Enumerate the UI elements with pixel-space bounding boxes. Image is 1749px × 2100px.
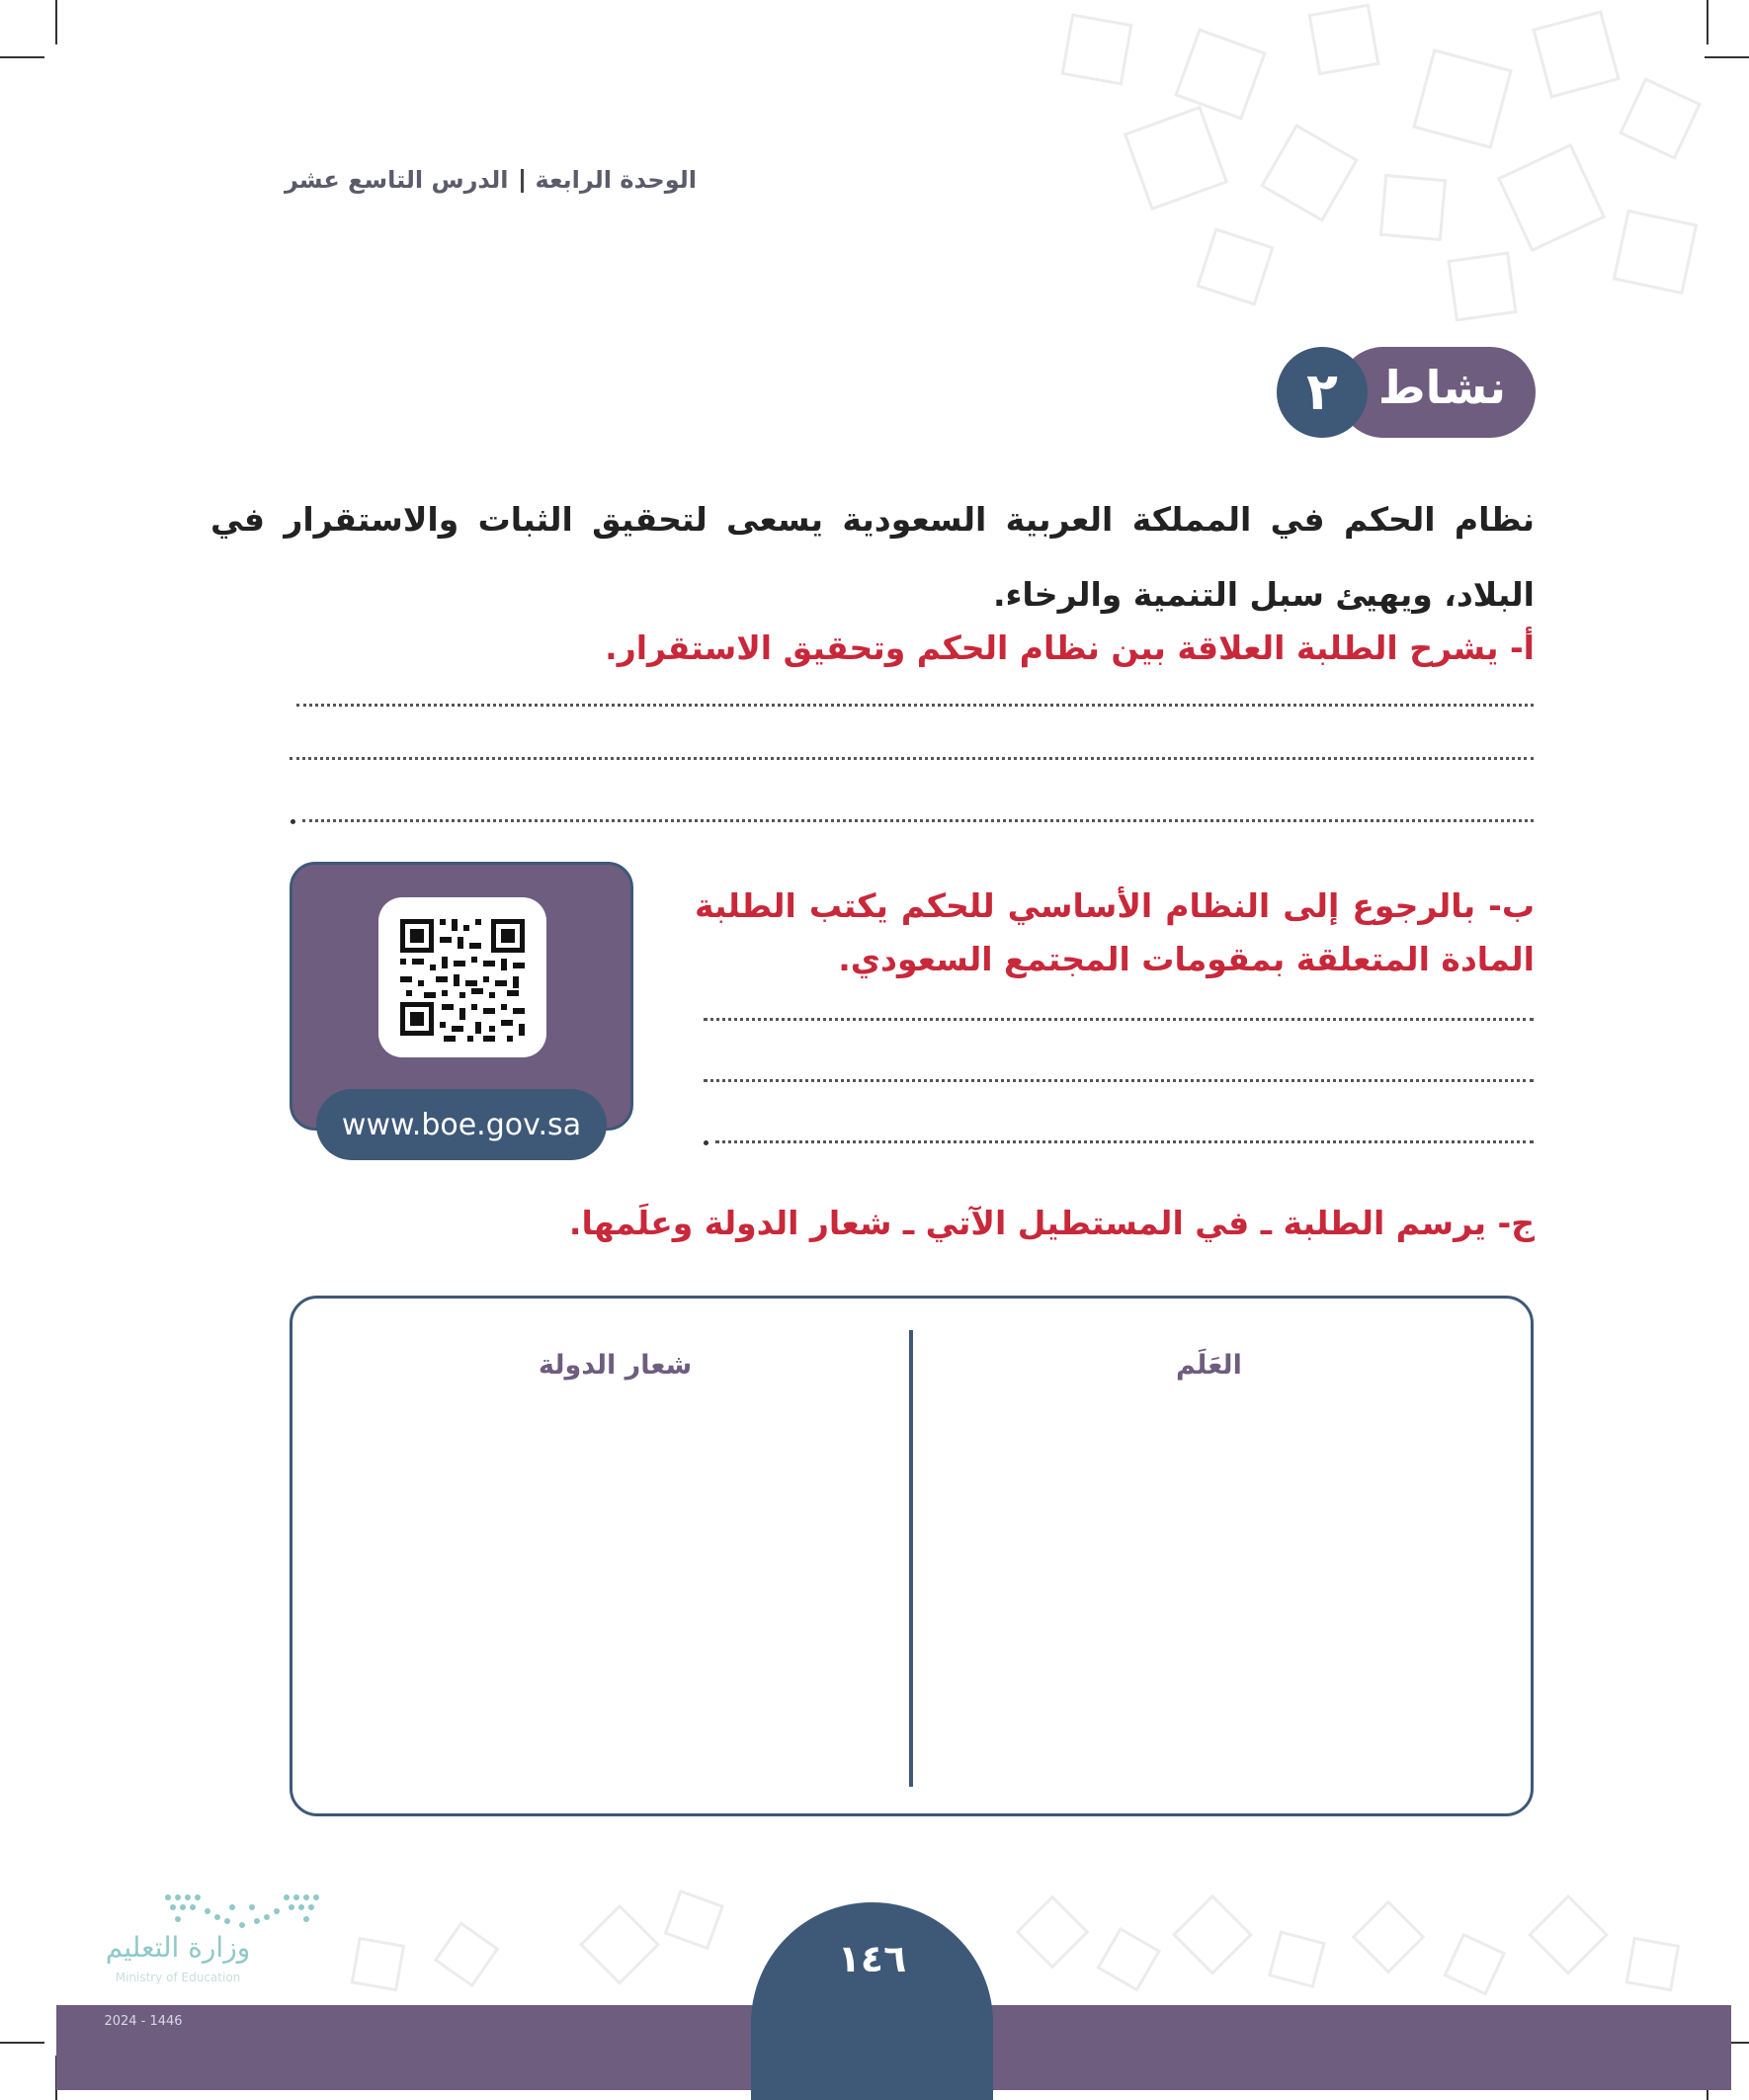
qr-code-frame[interactable]: [378, 897, 546, 1057]
line-end-dot: [704, 1140, 708, 1145]
crop-mark: [55, 0, 57, 44]
answer-line[interactable]: [302, 819, 1534, 822]
activity-badge: [1277, 347, 1536, 438]
flag-heading: العَلَم: [1176, 1350, 1242, 1381]
ministry-name-en: Ministry of Education: [115, 1971, 241, 1984]
answer-line[interactable]: [715, 1140, 1534, 1143]
emblem-heading: شعار الدولة: [539, 1350, 693, 1381]
answer-line[interactable]: [290, 757, 1534, 760]
unit-title: الوحدة الرابعة: [535, 166, 697, 194]
crop-mark: [0, 2042, 44, 2044]
line-end-dot: [291, 819, 295, 824]
question-c: ج- يرسم الطلبة ـ في المستطيل الآتي ـ شعار الدولة وعلَمها.: [568, 1204, 1535, 1242]
page-number-tab: [751, 1902, 993, 2100]
activity-number: ٢: [1277, 347, 1368, 438]
edition-year: 2024 - 1446: [104, 2014, 183, 2029]
url-link[interactable]: www.boe.gov.sa: [316, 1089, 607, 1160]
answer-line[interactable]: [296, 704, 1534, 707]
answer-line[interactable]: [704, 1018, 1534, 1021]
running-header: [285, 166, 697, 194]
activity-label: نشاط: [1377, 361, 1506, 414]
crop-mark: [1705, 56, 1749, 58]
crop-mark: [0, 56, 44, 58]
lesson-title: الدرس التاسع عشر: [284, 166, 509, 194]
ministry-name: وزارة التعليم: [105, 1931, 251, 1964]
question-b: ب- بالرجوع إلى النظام الأساسي للحكم يكتب الطلبة المادة المتعلقة بمقومات المجتمع السعودي.: [695, 886, 1535, 978]
answer-line[interactable]: [704, 1079, 1534, 1082]
intro-paragraph: نظام الحكم في المملكة العربية السعودية يسعى لتحقيق الثبات والاستقرار في البلاد، ويهيئ سبل التنمية والرخاء.: [210, 500, 1535, 614]
crop-mark: [1707, 0, 1708, 44]
question-a: أ- يشرح الطلبة العلاقة بين نظام الحكم وتحقيق الاستقرار.: [605, 629, 1535, 667]
ministry-logo-icon: [158, 1890, 326, 1935]
qr-code-icon: [378, 897, 546, 1057]
header-separator: [521, 169, 524, 193]
drawing-divider: [909, 1330, 913, 1787]
page-number: ١٤٦: [837, 1937, 907, 1980]
